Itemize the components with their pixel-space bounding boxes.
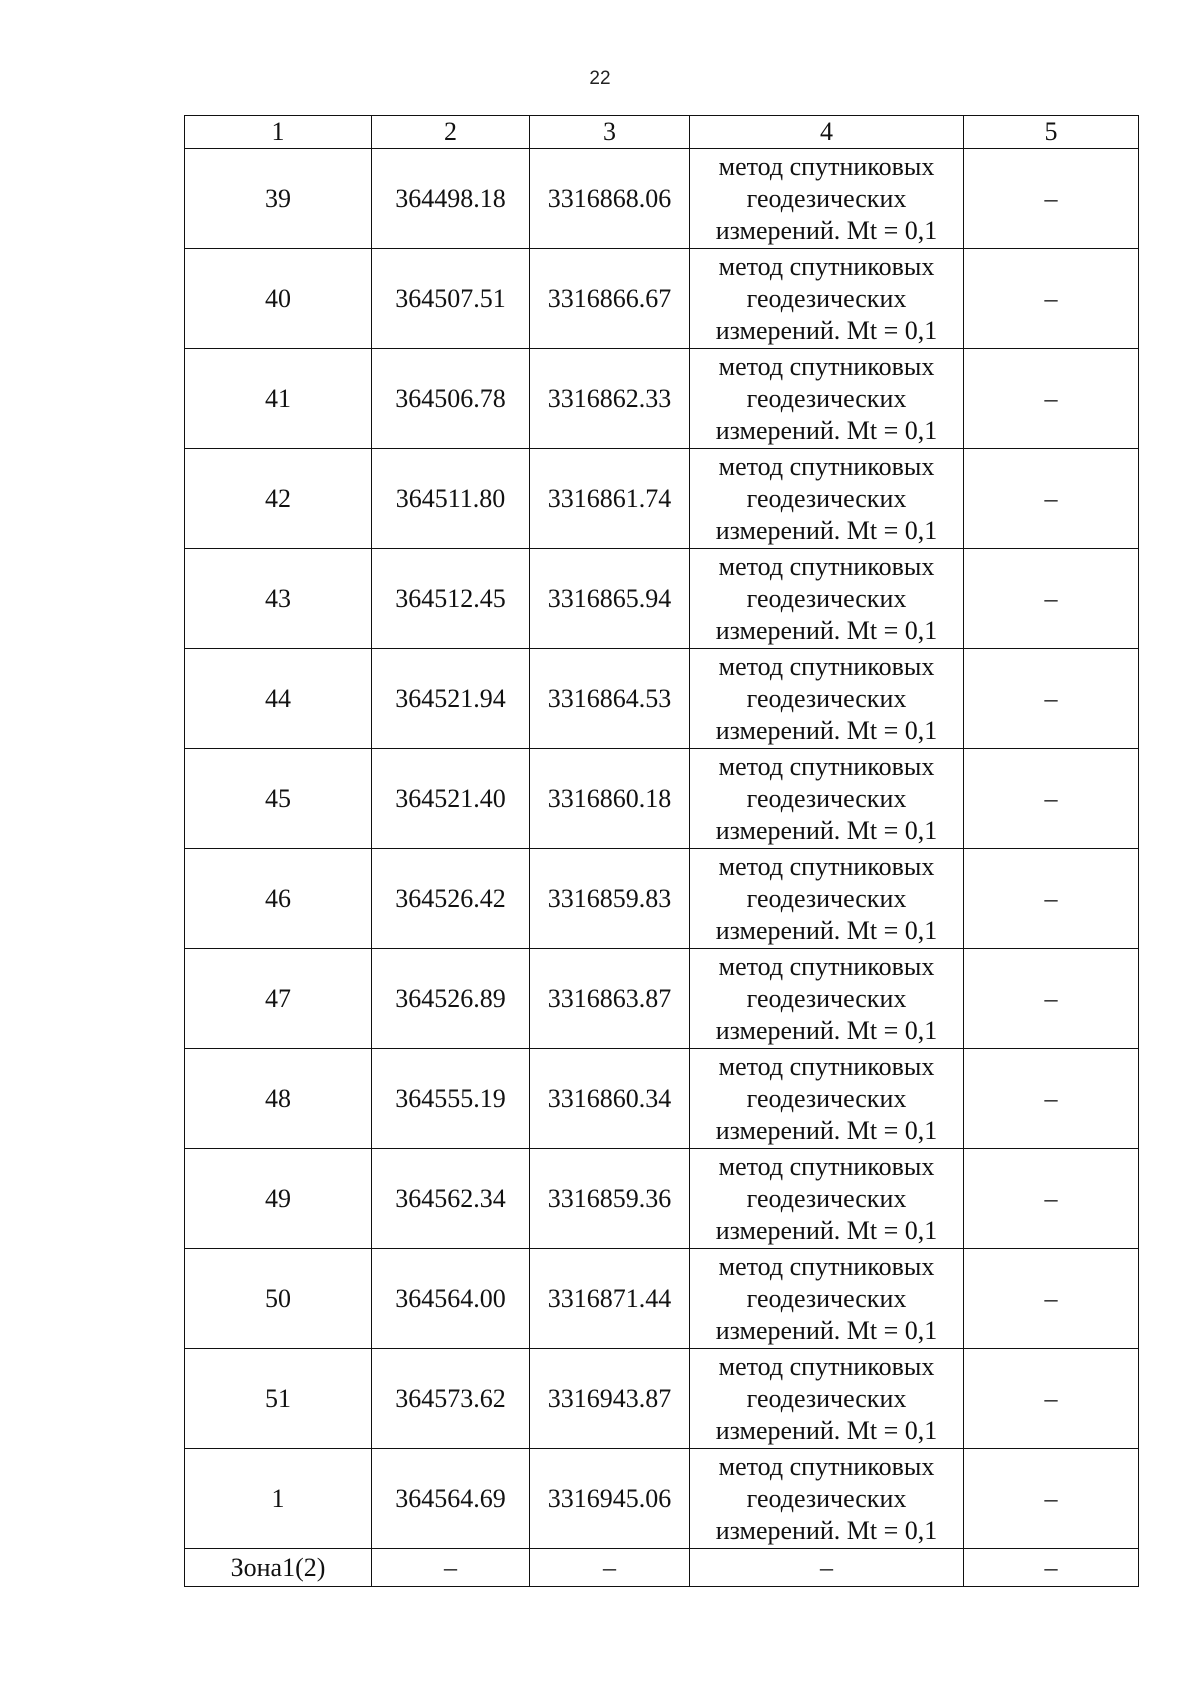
x-coordinate: 364526.89 bbox=[372, 949, 530, 1049]
note-cell: – bbox=[964, 349, 1139, 449]
point-number: 49 bbox=[185, 1149, 372, 1249]
method-cell bbox=[690, 249, 964, 349]
table-row bbox=[185, 449, 1139, 549]
y-coordinate: 3316871.44 bbox=[530, 1249, 690, 1349]
point-number: 43 bbox=[185, 549, 372, 649]
zone-x: – bbox=[372, 1549, 530, 1587]
method-line: метод спутниковых bbox=[718, 1151, 935, 1181]
y-coordinate: 3316945.06 bbox=[530, 1449, 690, 1549]
method-line: метод спутниковых bbox=[718, 1051, 935, 1081]
x-coordinate: 364562.34 bbox=[372, 1149, 530, 1249]
point-number: 1 bbox=[185, 1449, 372, 1549]
x-coordinate: 364506.78 bbox=[372, 349, 530, 449]
point-number: 39 bbox=[185, 149, 372, 249]
x-coordinate: 364512.45 bbox=[372, 549, 530, 649]
note-cell: – bbox=[964, 1349, 1139, 1449]
y-coordinate: 3316864.53 bbox=[530, 649, 690, 749]
page-number: 22 bbox=[589, 68, 611, 89]
method-line: измерений. Mt = 0,1 bbox=[715, 915, 938, 945]
point-number: 42 bbox=[185, 449, 372, 549]
table-row bbox=[185, 549, 1139, 649]
table-row bbox=[185, 849, 1139, 949]
y-coordinate: 3316861.74 bbox=[530, 449, 690, 549]
point-number: 48 bbox=[185, 1049, 372, 1149]
zone-method: – bbox=[690, 1549, 964, 1587]
method-line: геодезических bbox=[746, 483, 907, 513]
method-line: геодезических bbox=[746, 383, 907, 413]
column-header-x: 2 bbox=[372, 116, 530, 149]
column-header-method: 4 bbox=[690, 116, 964, 149]
column-header-y: 3 bbox=[530, 116, 690, 149]
x-coordinate: 364573.62 bbox=[372, 1349, 530, 1449]
method-cell bbox=[690, 1249, 964, 1349]
method-line: метод спутниковых bbox=[718, 851, 935, 881]
method-line: геодезических bbox=[746, 1383, 907, 1413]
y-coordinate: 3316859.83 bbox=[530, 849, 690, 949]
method-cell bbox=[690, 1149, 964, 1249]
table-row bbox=[185, 749, 1139, 849]
y-coordinate: 3316859.36 bbox=[530, 1149, 690, 1249]
point-number: 44 bbox=[185, 649, 372, 749]
method-line: измерений. Mt = 0,1 bbox=[715, 315, 938, 345]
y-coordinate: 3316863.87 bbox=[530, 949, 690, 1049]
point-number: 51 bbox=[185, 1349, 372, 1449]
note-cell: – bbox=[964, 1449, 1139, 1549]
coordinates-table bbox=[184, 115, 1139, 1587]
table-row bbox=[185, 949, 1139, 1049]
method-cell bbox=[690, 149, 964, 249]
note-cell: – bbox=[964, 849, 1139, 949]
x-coordinate: 364526.42 bbox=[372, 849, 530, 949]
method-line: метод спутниковых bbox=[718, 751, 935, 781]
note-cell: – bbox=[964, 249, 1139, 349]
method-line: метод спутниковых bbox=[718, 651, 935, 681]
note-cell: – bbox=[964, 1049, 1139, 1149]
method-cell bbox=[690, 449, 964, 549]
method-line: геодезических bbox=[746, 783, 907, 813]
y-coordinate: 3316943.87 bbox=[530, 1349, 690, 1449]
y-coordinate: 3316860.34 bbox=[530, 1049, 690, 1149]
table-row bbox=[185, 1449, 1139, 1549]
method-line: метод спутниковых bbox=[718, 151, 935, 181]
note-cell: – bbox=[964, 749, 1139, 849]
method-line: измерений. Mt = 0,1 bbox=[715, 1015, 938, 1045]
method-cell bbox=[690, 349, 964, 449]
table-row bbox=[185, 649, 1139, 749]
zone-label: Зона1(2) bbox=[185, 1549, 372, 1587]
table-row bbox=[185, 149, 1139, 249]
point-number: 50 bbox=[185, 1249, 372, 1349]
note-cell: – bbox=[964, 1249, 1139, 1349]
x-coordinate: 364521.94 bbox=[372, 649, 530, 749]
method-line: метод спутниковых bbox=[718, 1351, 935, 1381]
x-coordinate: 364564.69 bbox=[372, 1449, 530, 1549]
method-line: метод спутниковых bbox=[718, 551, 935, 581]
method-cell bbox=[690, 549, 964, 649]
method-line: измерений. Mt = 0,1 bbox=[715, 1515, 938, 1545]
method-line: геодезических bbox=[746, 1083, 907, 1113]
method-line: геодезических bbox=[746, 283, 907, 313]
method-line: геодезических bbox=[746, 183, 907, 213]
method-line: измерений. Mt = 0,1 bbox=[715, 1315, 938, 1345]
table-row bbox=[185, 1149, 1139, 1249]
method-line: метод спутниковых bbox=[718, 1251, 935, 1281]
table-row bbox=[185, 1049, 1139, 1149]
method-line: измерений. Mt = 0,1 bbox=[715, 615, 938, 645]
method-cell bbox=[690, 1049, 964, 1149]
zone-y: – bbox=[530, 1549, 690, 1587]
method-cell bbox=[690, 1449, 964, 1549]
x-coordinate: 364564.00 bbox=[372, 1249, 530, 1349]
x-coordinate: 364521.40 bbox=[372, 749, 530, 849]
method-line: геодезических bbox=[746, 1283, 907, 1313]
point-number: 41 bbox=[185, 349, 372, 449]
table-row bbox=[185, 1249, 1139, 1349]
column-header-point: 1 bbox=[185, 116, 372, 149]
method-line: метод спутниковых bbox=[718, 251, 935, 281]
method-line: геодезических bbox=[746, 683, 907, 713]
note-cell: – bbox=[964, 149, 1139, 249]
method-line: метод спутниковых bbox=[718, 1451, 935, 1481]
column-header-note: 5 bbox=[964, 116, 1139, 149]
method-cell bbox=[690, 1349, 964, 1449]
note-cell: – bbox=[964, 1149, 1139, 1249]
method-line: геодезических bbox=[746, 883, 907, 913]
method-line: измерений. Mt = 0,1 bbox=[715, 215, 938, 245]
table-row bbox=[185, 349, 1139, 449]
method-line: измерений. Mt = 0,1 bbox=[715, 815, 938, 845]
note-cell: – bbox=[964, 449, 1139, 549]
method-line: геодезических bbox=[746, 983, 907, 1013]
method-cell bbox=[690, 649, 964, 749]
y-coordinate: 3316866.67 bbox=[530, 249, 690, 349]
method-line: геодезических bbox=[746, 1483, 907, 1513]
method-line: геодезических bbox=[746, 1183, 907, 1213]
point-number: 45 bbox=[185, 749, 372, 849]
method-line: метод спутниковых bbox=[718, 451, 935, 481]
note-cell: – bbox=[964, 549, 1139, 649]
method-line: геодезических bbox=[746, 583, 907, 613]
method-line: измерений. Mt = 0,1 bbox=[715, 1115, 938, 1145]
method-line: метод спутниковых bbox=[718, 351, 935, 381]
y-coordinate: 3316868.06 bbox=[530, 149, 690, 249]
table-body bbox=[185, 149, 1139, 1549]
x-coordinate: 364555.19 bbox=[372, 1049, 530, 1149]
y-coordinate: 3316862.33 bbox=[530, 349, 690, 449]
method-line: метод спутниковых bbox=[718, 951, 935, 981]
method-line: измерений. Mt = 0,1 bbox=[715, 415, 938, 445]
method-line: измерений. Mt = 0,1 bbox=[715, 1415, 938, 1445]
y-coordinate: 3316860.18 bbox=[530, 749, 690, 849]
method-cell bbox=[690, 849, 964, 949]
method-line: измерений. Mt = 0,1 bbox=[715, 715, 938, 745]
point-number: 40 bbox=[185, 249, 372, 349]
note-cell: – bbox=[964, 949, 1139, 1049]
x-coordinate: 364511.80 bbox=[372, 449, 530, 549]
x-coordinate: 364507.51 bbox=[372, 249, 530, 349]
y-coordinate: 3316865.94 bbox=[530, 549, 690, 649]
note-cell: – bbox=[964, 649, 1139, 749]
zone-note: – bbox=[964, 1549, 1139, 1587]
method-line: измерений. Mt = 0,1 bbox=[715, 1215, 938, 1245]
table-header-row bbox=[185, 116, 1139, 149]
point-number: 46 bbox=[185, 849, 372, 949]
method-cell bbox=[690, 749, 964, 849]
method-line: измерений. Mt = 0,1 bbox=[715, 515, 938, 545]
table-row bbox=[185, 1349, 1139, 1449]
table-row bbox=[185, 249, 1139, 349]
point-number: 47 bbox=[185, 949, 372, 1049]
x-coordinate: 364498.18 bbox=[372, 149, 530, 249]
zone-row bbox=[185, 1549, 1139, 1587]
method-cell bbox=[690, 949, 964, 1049]
